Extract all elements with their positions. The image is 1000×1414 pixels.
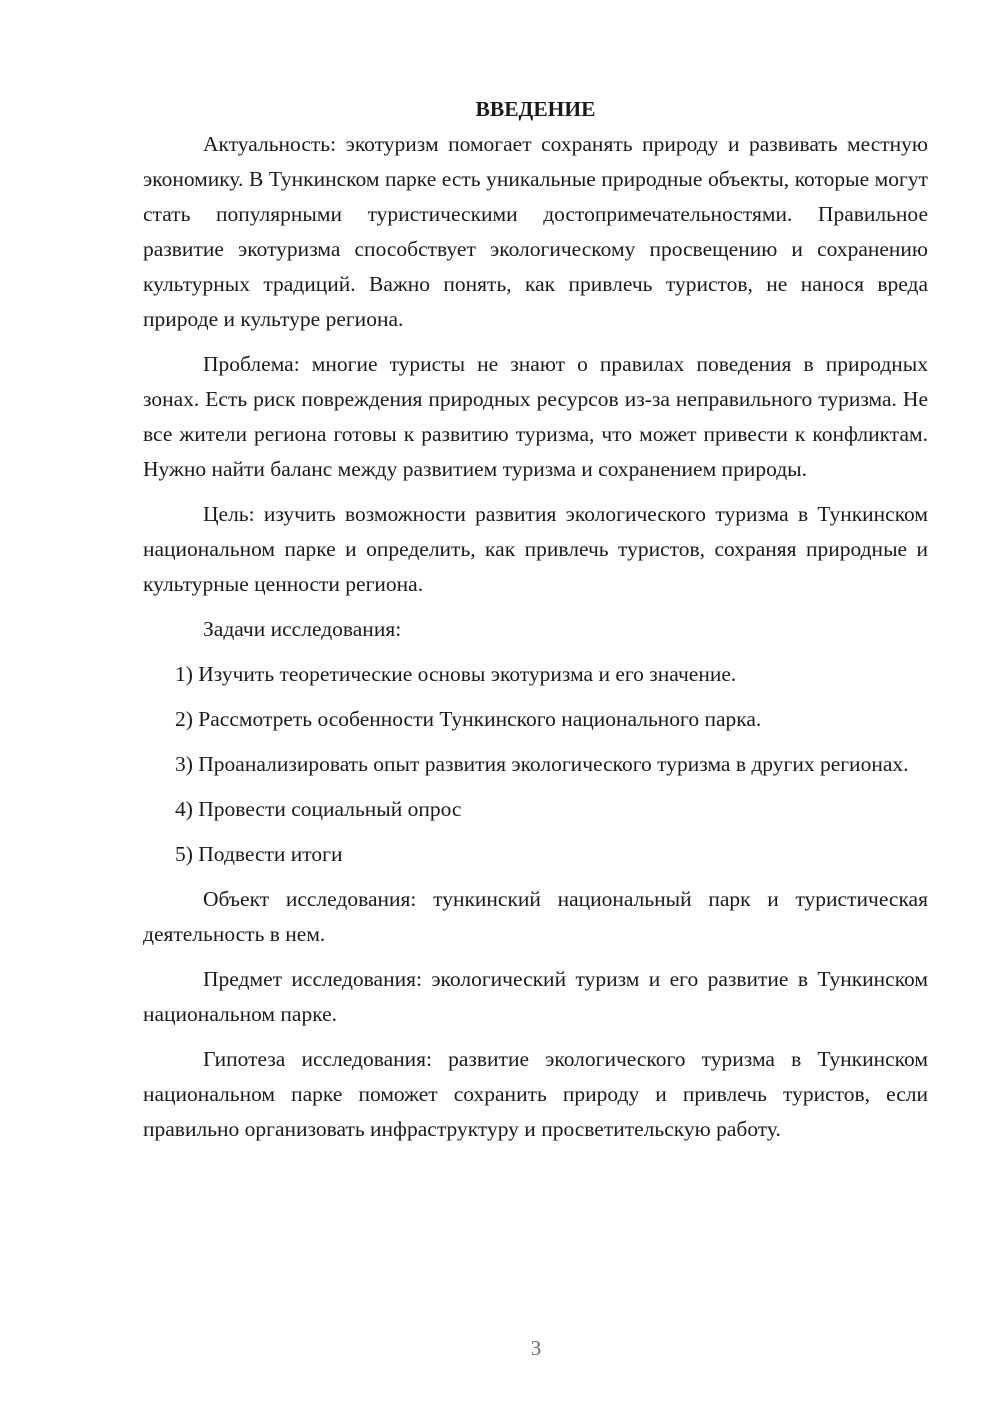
task-item-1: 1) Изучить теоретические основы экотуризма и его значение. — [175, 662, 737, 686]
section-title: ВВЕДЕНИЕ — [475, 97, 596, 121]
problem-paragraph: Проблема: многие туристы не знают о правилах поведения в природных зонах. Есть риск повреждения природных ресурсов из-за неправильного туризма. Не все жители региона готовы к развитию туризма, что может привести к конфликтам. Нужно найти баланс между развитием туризма и сохранением природы. — [143, 352, 928, 481]
page-number: 3 — [530, 1336, 542, 1360]
task-item-3: 3) Проанализировать опыт развития экологического туризма в других регионах. — [175, 752, 909, 776]
tasks-heading: Задачи исследования: — [203, 617, 402, 641]
goal-paragraph: Цель: изучить возможности развития экологического туризма в Тункинском национальном парке и определить, как привлечь туристов, сохраняя природные и культурные ценности региона. — [143, 502, 928, 596]
relevance-paragraph: Актуальность: экотуризм помогает сохранять природу и развивать местную экономику. В Тункинском парке есть уникальные природные объекты, которые могут стать популярными туристическими достопримечательностями. Правильное развитие экотуризма способствует экологическому просвещению и сохранению культурных традиций. Важно понять, как привлечь туристов, не нанося вреда природе и культуре региона. — [143, 132, 928, 331]
hypothesis-paragraph: Гипотеза исследования: развитие экологического туризма в Тункинском национальном парке поможет сохранить природу и привлечь туристов, если правильно организовать инфраструктуру и просветительскую работу. — [143, 1047, 928, 1141]
task-item-2: 2) Рассмотреть особенности Тункинского национального парка. — [175, 707, 762, 731]
object-paragraph: Объект исследования: тункинский национальный парк и туристическая деятельность в нем. — [143, 887, 928, 946]
task-item-5: 5) Подвести итоги — [175, 842, 343, 866]
task-item-4: 4) Провести социальный опрос — [175, 797, 462, 821]
document-page — [143, 92, 928, 1157]
subject-paragraph: Предмет исследования: экологический туризм и его развитие в Тункинском национальном парке. — [143, 967, 928, 1026]
